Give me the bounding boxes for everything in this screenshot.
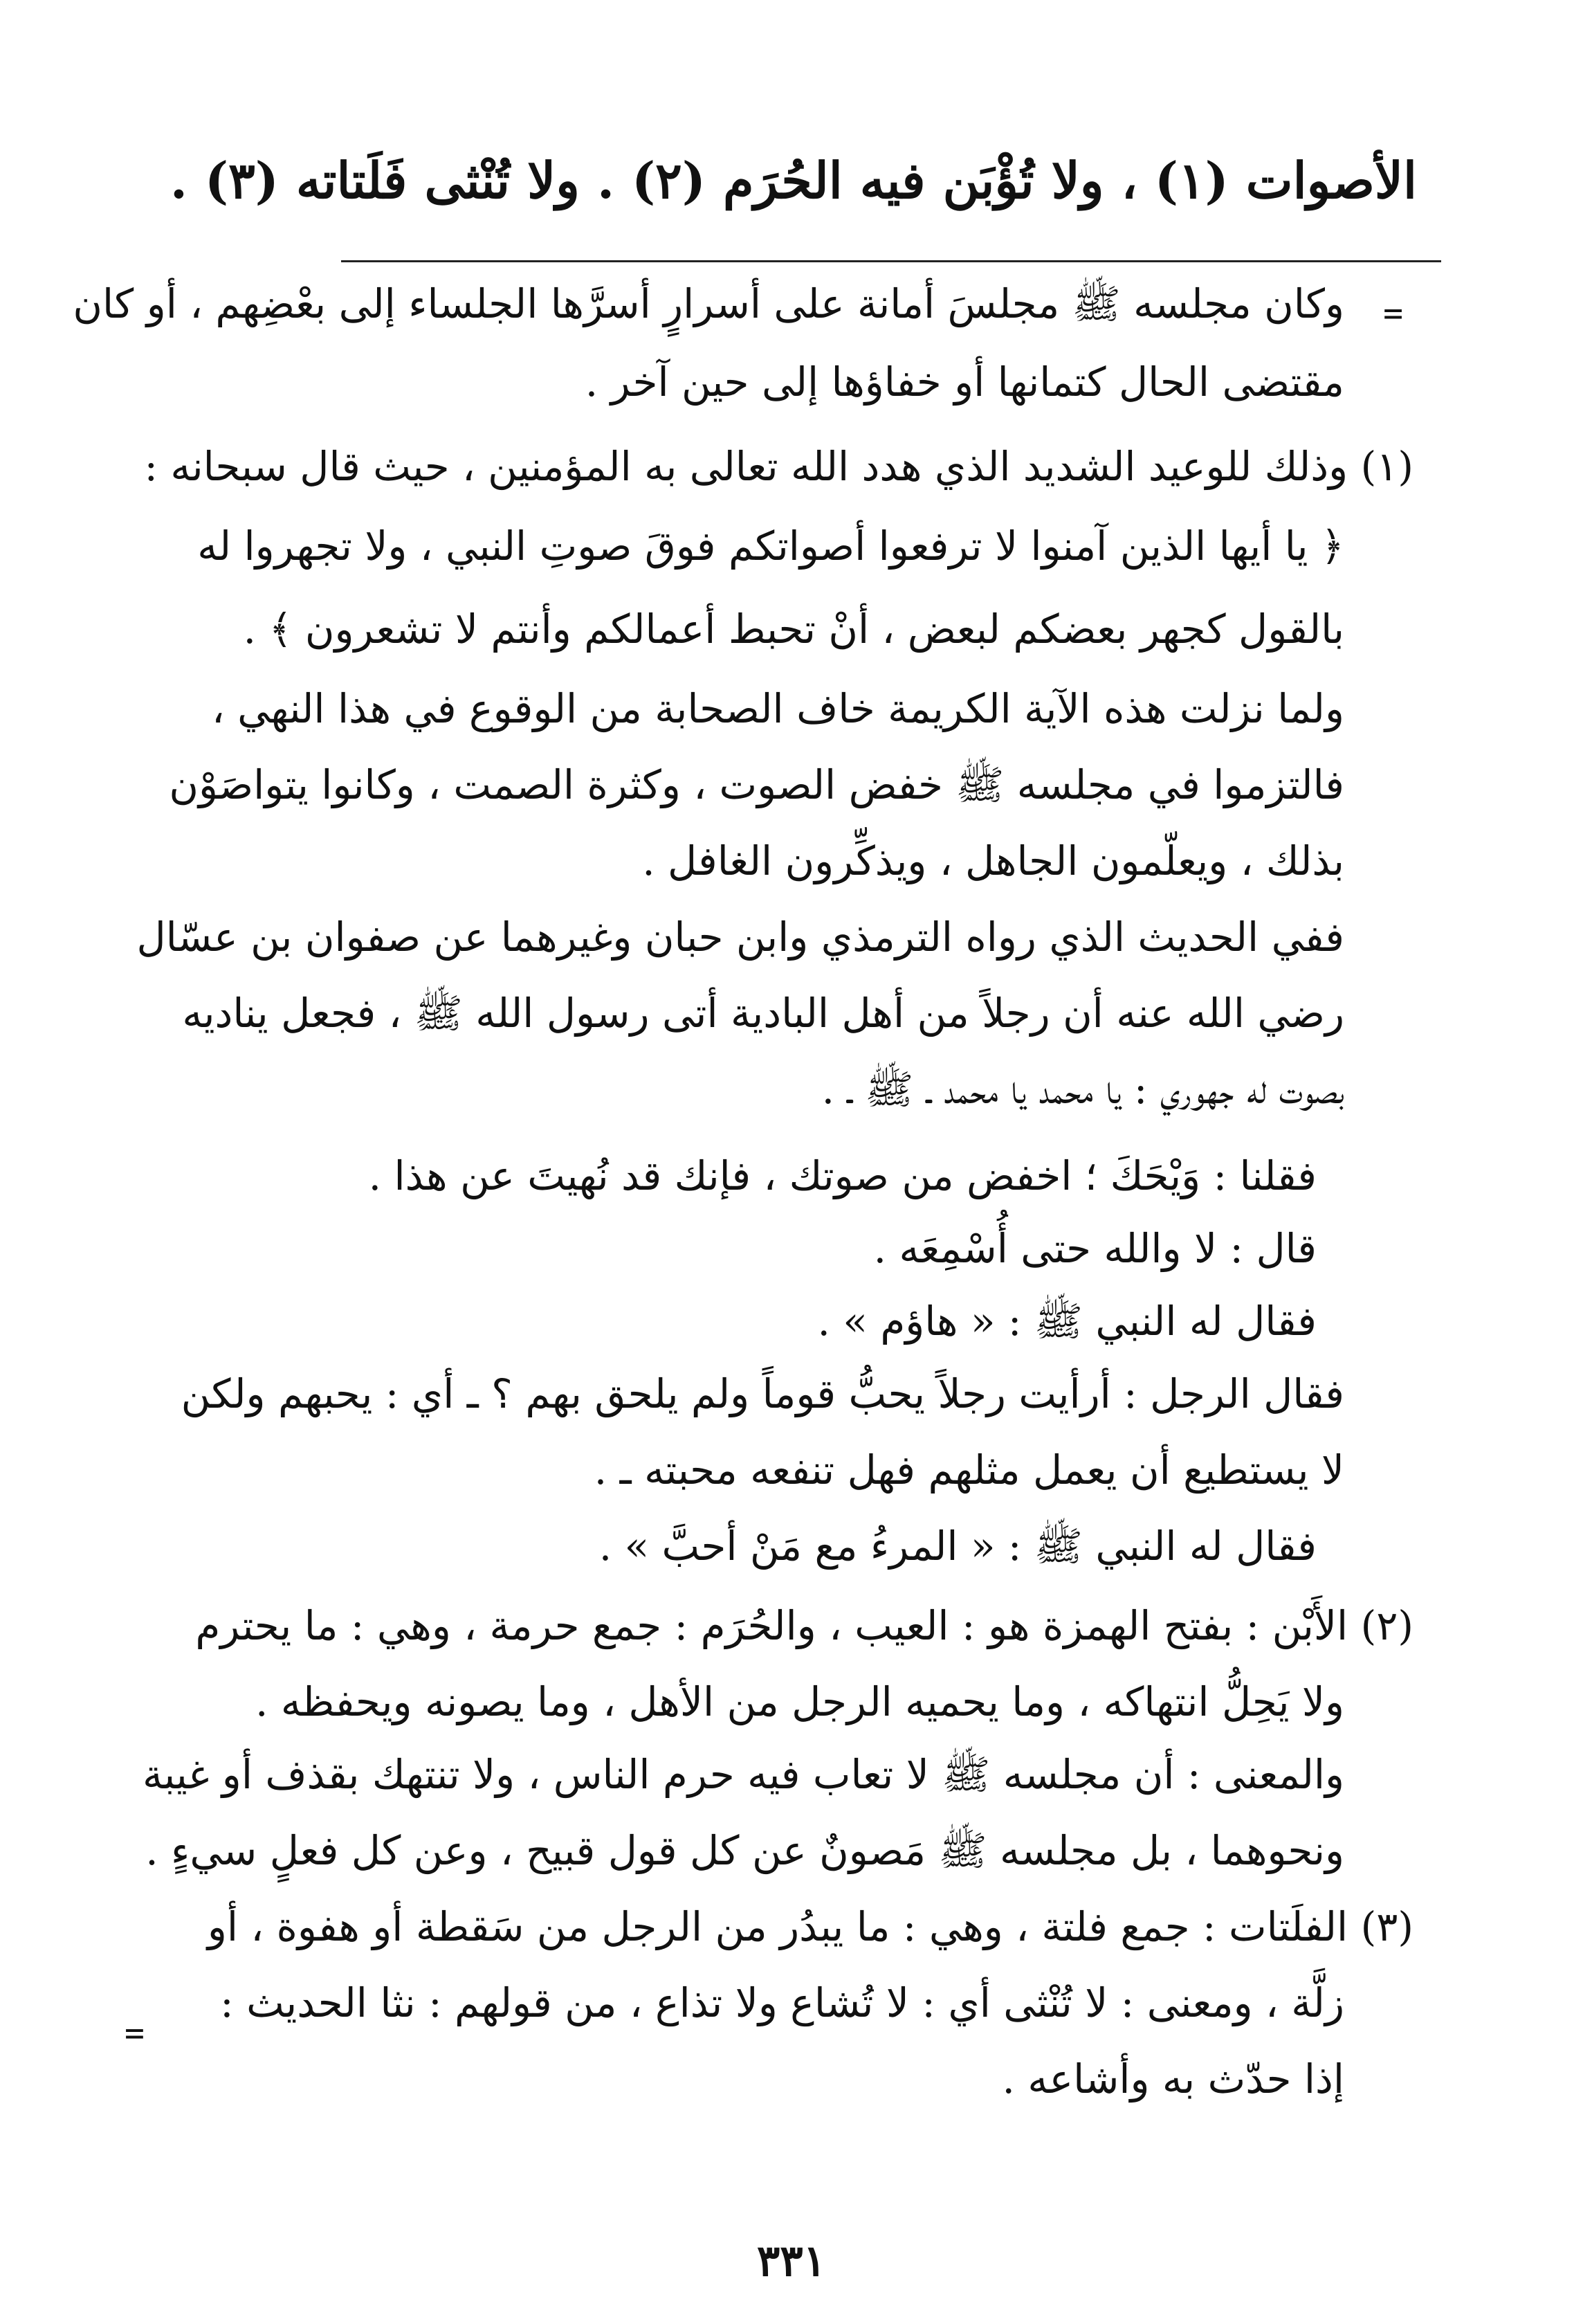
footnote-1-line: فالتزموا في مجلسه ﷺ خفض الصوت ، وكثرة الصمت ، وكانوا يتواصَوْن — [169, 761, 1344, 808]
page-number: ٣٣١ — [757, 2235, 826, 2286]
footnote-2-line: (٢) الأَبْن : بفتح الهمزة هو : العيب ، والحُرَم : جمع حرمة ، وهي : ما يحترم — [195, 1602, 1413, 1649]
footnote-3-line: زلَّة ، ومعنى : لا تُنْثى أي : لا تُشاع ولا تذاع ، من قولهم : نثا الحديث : — [220, 1979, 1344, 2026]
hadith-line: فقلنا : وَيْحَكَ ؛ اخفض من صوتك ، فإنك قد نُهيتَ عن هذا . — [368, 1152, 1317, 1199]
footnote-1-line: بذلك ، ويعلّمون الجاهل ، ويذكِّرون الغافل . — [642, 837, 1344, 884]
footnote-3-line: (٣) الفلَتات : جمع فلتة ، وهي : ما يبدُر من الرجل من سَقطة أو هفوة ، أو — [207, 1903, 1413, 1950]
footnote-1-line: (١) وذلك للوعيد الشديد الذي هدد الله تعالى به المؤمنين ، حيث قال سبحانه : — [144, 443, 1413, 490]
footnote-2-line: والمعنى : أن مجلسه ﷺ لا تعاب فيه حرم الناس ، ولا تنتهك بقذف أو غيبة — [142, 1751, 1344, 1798]
footnote-2-line: ونحوهما ، بل مجلسه ﷺ مَصونٌ عن كل قول قبيح ، وعن كل فعلٍ سيءٍ . — [145, 1827, 1344, 1874]
footnote-3-line: إذا حدّث به وأشاعه . — [1002, 2055, 1344, 2103]
footnote-1-line: ففي الحديث الذي رواه الترمذي وابن حبان وغيرهما عن صفوان بن عسّال — [136, 914, 1344, 961]
header-verse-line: الأصوات (١) ، ولا تُؤْبَن فيه الحُرَم (٢) . ولا تُنْثى فَلَتاته (٣) . — [170, 151, 1417, 210]
footnote-1-line: ولما نزلت هذه الآية الكريمة خاف الصحابة من الوقوع في هذا النهي ، — [212, 685, 1344, 732]
footnote-2-line: ولا يَحِلُّ انتهاكه ، وما يحميه الرجل من الأهل ، وما يصونه ويحفظه . — [255, 1678, 1344, 1725]
hadith-line: لا يستطيع أن يعمل مثلهم فهل تنفعه محبته ـ . — [594, 1446, 1344, 1494]
footnote-1-line: ﴿ يا أيها الذين آمنوا لا ترفعوا أصواتكم فوقَ صوتِ النبي ، ولا تجهروا له — [197, 523, 1344, 570]
continuation-end-mark: = — [125, 2014, 145, 2053]
text-line: وكان مجلسه ﷺ مجلسَ أمانة على أسرارٍ أسرَّها الجلساء إلى بعْضِهم ، أو كان — [73, 280, 1344, 327]
footnote-1-line: بصوت له جهوري : يا محمد يا محمد ـ ﷺ ـ . — [821, 1066, 1344, 1113]
footnote-1-line: بالقول كجهر بعضكم لبعض ، أنْ تحبط أعمالكم وأنتم لا تشعرون ﴾ . — [243, 606, 1344, 653]
continuation-mark: = — [1383, 294, 1403, 333]
hadith-line: فقال الرجل : أرأيت رجلاً يحبُّ قوماً ولم يلحق بهم ؟ ـ أي : يحبهم ولكن — [181, 1370, 1344, 1417]
hadith-line: فقال له النبي ﷺ : « هاؤم » . — [817, 1298, 1317, 1345]
hadith-line: فقال له النبي ﷺ : « المرءُ مع مَنْ أحبَّ » . — [598, 1523, 1317, 1570]
footnote-divider — [341, 260, 1441, 262]
footnote-1-line: رضي الله عنه أن رجلاً من أهل البادية أتى رسول الله ﷺ ، فجعل يناديه — [182, 990, 1344, 1037]
hadith-line: قال : لا والله حتى أُسْمِعَه . — [873, 1225, 1317, 1272]
text-line: مقتضى الحال كتمانها أو خفاؤها إلى حين آخر . — [585, 358, 1344, 406]
